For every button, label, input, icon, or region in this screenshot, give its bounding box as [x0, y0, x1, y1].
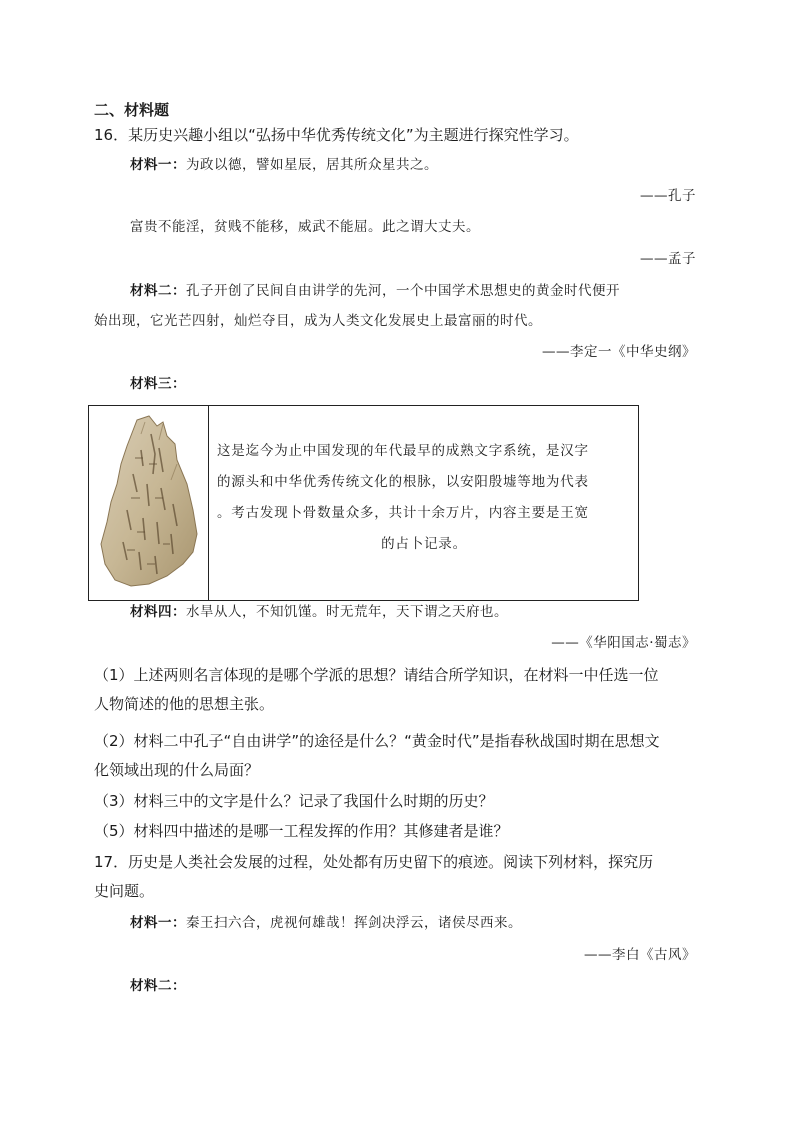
q17-stem-line1: 17．历史是人类社会发展的过程，处处都有历史留下的痕迹。阅读下列材料，探究历	[94, 853, 654, 871]
q16-m4-source: ——《华阳国志·蜀志》	[551, 635, 696, 651]
material-label: 材料一：	[130, 157, 186, 173]
q16-material-2-line1	[130, 281, 620, 301]
q16-stem: 16．某历史兴趣小组以“弘扬中华优秀传统文化”为主题进行探究性学习。	[94, 126, 579, 144]
q16-m1-source: ——孔子	[640, 188, 696, 204]
description-line: 的源头和中华优秀传统文化的根脉，以安阳殷墟等地为代表	[217, 474, 589, 490]
material-text: 秦王扫六合，虎视何雄哉！挥剑决浮云，诸侯尽西来。	[186, 915, 522, 931]
material-label: 材料四：	[130, 604, 186, 620]
q16-material-4	[130, 602, 508, 622]
q16-material-1b: 富贵不能淫，贫贱不能移，威武不能屈。此之谓大丈夫。	[130, 219, 480, 235]
section-title: 二、材料题	[94, 101, 170, 119]
oracle-bone-image	[97, 414, 202, 592]
q16-sub3: （3）材料三中的文字是什么？记录了我国什么时期的历史？	[94, 792, 494, 810]
material-3-table	[88, 405, 639, 601]
description-line: 。考古发现卜骨数量众多，共计十余万片，内容主要是王宽	[217, 505, 589, 521]
material-text: 为政以德，譬如星辰，居其所众星共之。	[186, 157, 438, 173]
q16-sub2-line1: （2）材料二中孔子“自由讲学”的途径是什么？“黄金时代”是指春秋战国时期在思想文	[94, 732, 660, 750]
q17-stem-line2: 史问题。	[94, 882, 155, 900]
q16-material-1	[130, 155, 438, 175]
q16-sub1-line1: （1）上述两则名言体现的是哪个学派的思想？请结合所学知识，在材料一中任选一位	[94, 666, 659, 684]
material-text: 孔子开创了民间自由讲学的先河，一个中国学术思想史的黄金时代便开	[186, 283, 620, 299]
q17-m1-source: ——李白《古风》	[584, 947, 696, 963]
material-label: 材料二：	[130, 283, 186, 299]
q16-sub5: （5）材料四中描述的是哪一工程发挥的作用？其修建者是谁？	[94, 822, 509, 840]
q16-m1b-source: ——孟子	[640, 251, 696, 267]
q17-material-2-label: 材料二：	[130, 978, 186, 994]
q16-material-2-line2: 始出现，它光芒四射，灿烂夺目，成为人类文化发展史上最富丽的时代。	[94, 313, 542, 329]
q16-sub1-line2: 人物简述的他的思想主张。	[94, 695, 275, 713]
q16-sub2-line2: 化领域出现的什么局面？	[94, 761, 260, 779]
table-divider	[208, 406, 209, 600]
material-3-description	[217, 436, 631, 560]
material-label: 材料一：	[130, 915, 186, 931]
q17-material-1	[130, 913, 522, 933]
description-line: 的占卜记录。	[381, 536, 467, 552]
q16-material-3-label: 材料三：	[130, 376, 186, 392]
q16-m2-source: ——李定一《中华史纲》	[542, 344, 696, 360]
material-text: 水旱从人，不知饥馑。时无荒年，天下谓之天府也。	[186, 604, 508, 620]
description-line: 这是迄今为止中国发现的年代最早的成熟文字系统，是汉字	[217, 443, 589, 459]
